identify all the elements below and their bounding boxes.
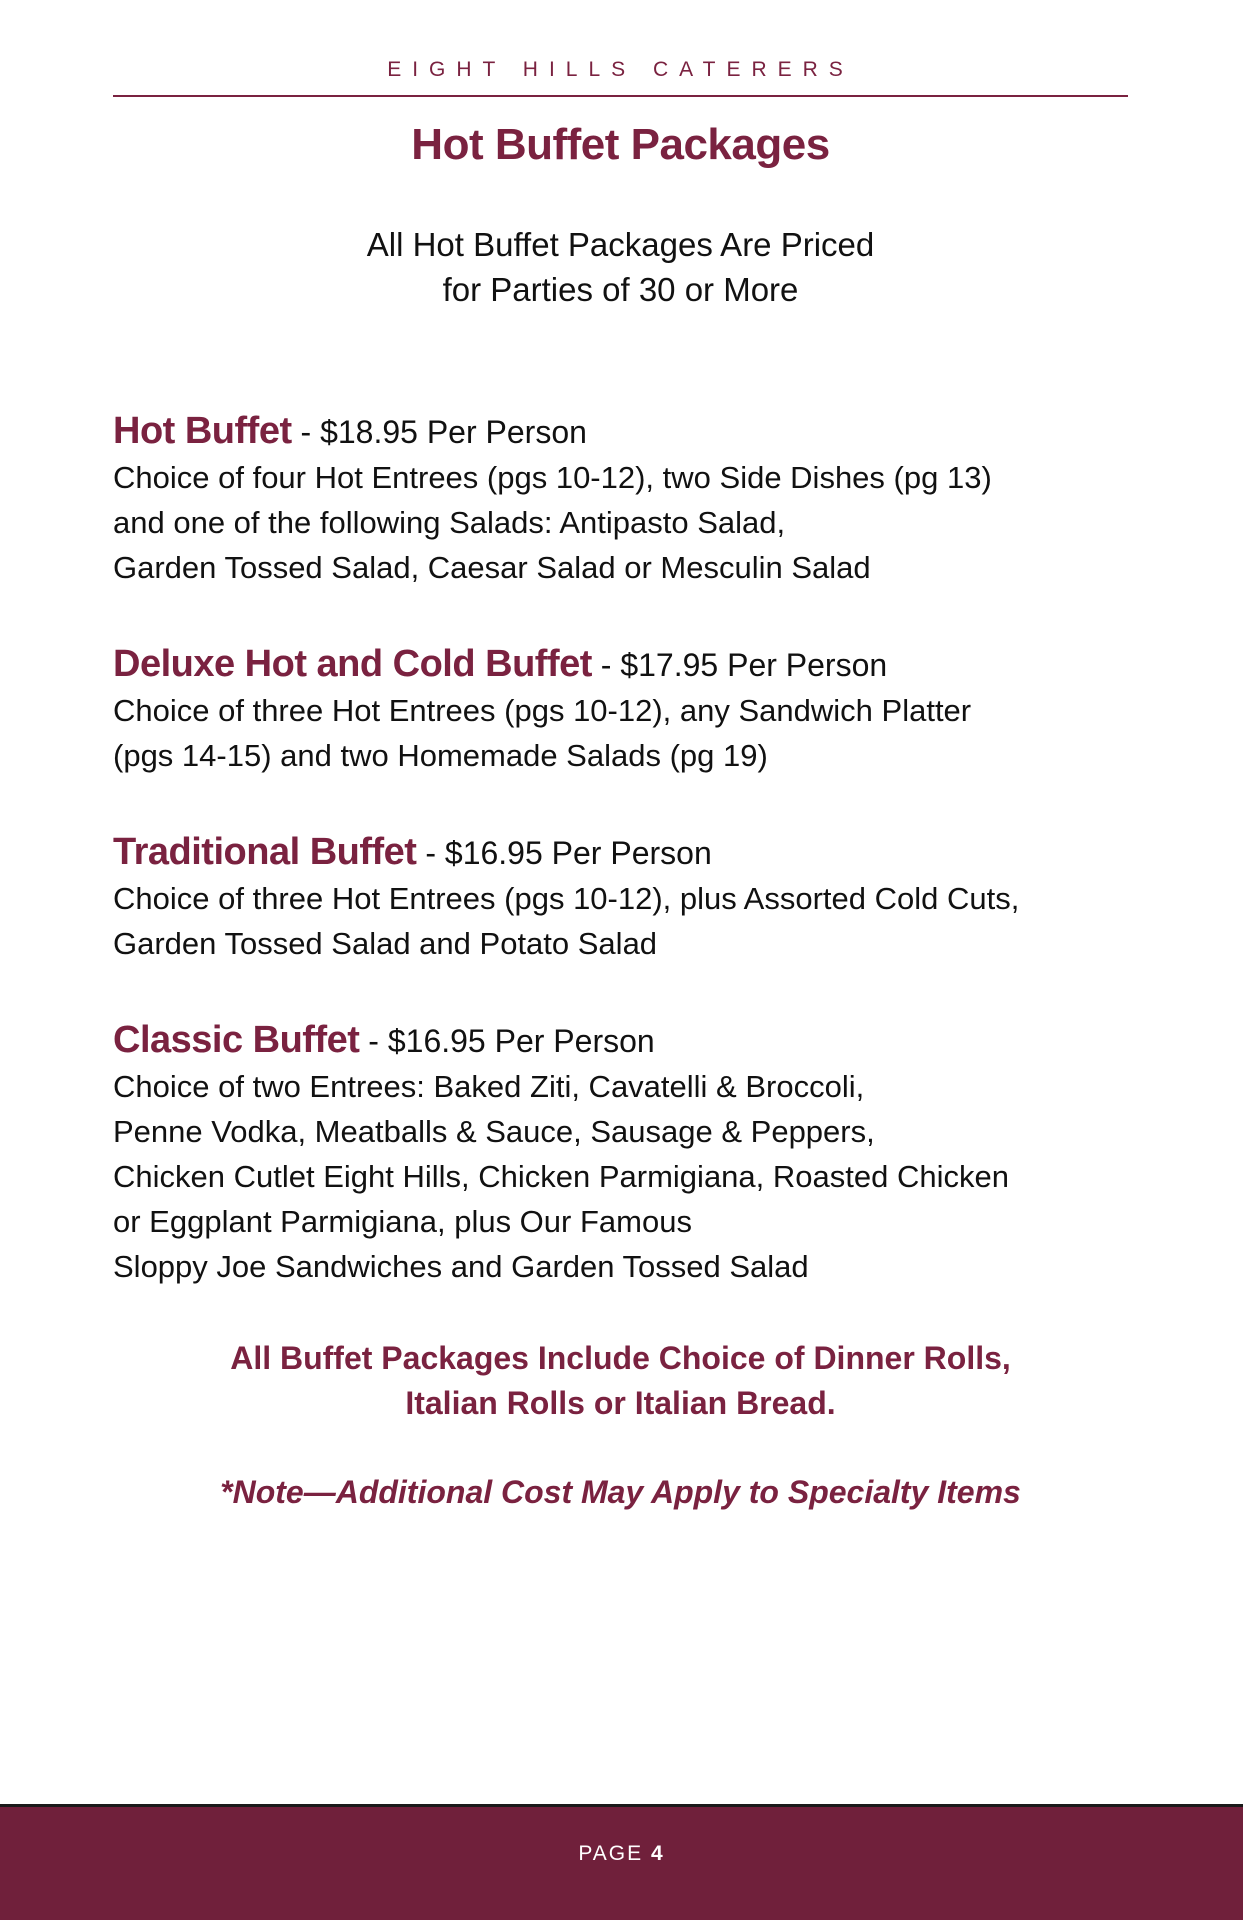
description-line: and one of the following Salads: Antipasto Salad, — [113, 505, 786, 540]
subtitle-line: All Hot Buffet Packages Are Priced — [366, 226, 875, 263]
package-heading — [113, 641, 1143, 688]
description-line: Choice of four Hot Entrees (pgs 10-12), two Side Dishes (pg 13) — [113, 460, 992, 495]
package-price: - $18.95 Per Person — [291, 414, 587, 450]
package-price: - $17.95 Per Person — [591, 647, 888, 683]
package-description — [113, 1064, 1143, 1289]
page-number-value: 4 — [650, 1842, 665, 1865]
package-traditional-buffet — [113, 829, 1143, 966]
description-line: Choice of three Hot Entrees (pgs 10-12), plus Assorted Cold Cuts, — [113, 881, 1020, 916]
page-number — [0, 1842, 1243, 1866]
bread-inclusion-note — [113, 1336, 1128, 1426]
page-label: PAGE — [578, 1842, 651, 1865]
company-header: EIGHT HILLS CATERERS — [387, 58, 854, 81]
page-title: Hot Buffet Packages — [411, 120, 830, 169]
package-description — [113, 688, 1143, 778]
package-name: Classic Buffet — [113, 1019, 360, 1061]
package-price: - $16.95 Per Person — [416, 835, 712, 871]
package-deluxe-hot-and-cold-buffet — [113, 641, 1143, 778]
description-line: Sloppy Joe Sandwiches and Garden Tossed Salad — [113, 1249, 809, 1284]
package-heading — [113, 1017, 1143, 1064]
description-line: or Eggplant Parmigiana, plus Our Famous — [113, 1204, 692, 1239]
description-line: Chicken Cutlet Eight Hills, Chicken Parmigiana, Roasted Chicken — [113, 1159, 1009, 1194]
package-heading — [113, 829, 1143, 876]
description-line: Garden Tossed Salad, Caesar Salad or Mesculin Salad — [113, 550, 871, 585]
package-name: Hot Buffet — [113, 410, 292, 452]
description-line: Choice of three Hot Entrees (pgs 10-12), any Sandwich Platter — [113, 693, 972, 728]
specialty-cost-note: *Note—Additional Cost May Apply to Specialty Items — [220, 1474, 1021, 1510]
package-hot-buffet — [113, 408, 1143, 590]
package-description — [113, 455, 1143, 590]
package-price: - $16.95 Per Person — [359, 1023, 655, 1059]
subtitle-line: for Parties of 30 or More — [442, 271, 799, 308]
description-line: Choice of two Entrees: Baked Ziti, Cavatelli & Broccoli, — [113, 1069, 865, 1104]
note-line: All Buffet Packages Include Choice of Dinner Rolls, — [230, 1340, 1011, 1376]
description-line: (pgs 14-15) and two Homemade Salads (pg 19) — [113, 738, 768, 773]
package-description — [113, 876, 1143, 966]
package-classic-buffet — [113, 1017, 1143, 1289]
package-heading — [113, 408, 1143, 455]
note-line: Italian Rolls or Italian Bread. — [405, 1385, 836, 1421]
package-name: Traditional Buffet — [113, 831, 417, 873]
subtitle — [113, 222, 1128, 312]
description-line: Garden Tossed Salad and Potato Salad — [113, 926, 658, 961]
package-name: Deluxe Hot and Cold Buffet — [113, 643, 592, 685]
header-divider — [113, 95, 1128, 97]
description-line: Penne Vodka, Meatballs & Sauce, Sausage & Peppers, — [113, 1114, 875, 1149]
